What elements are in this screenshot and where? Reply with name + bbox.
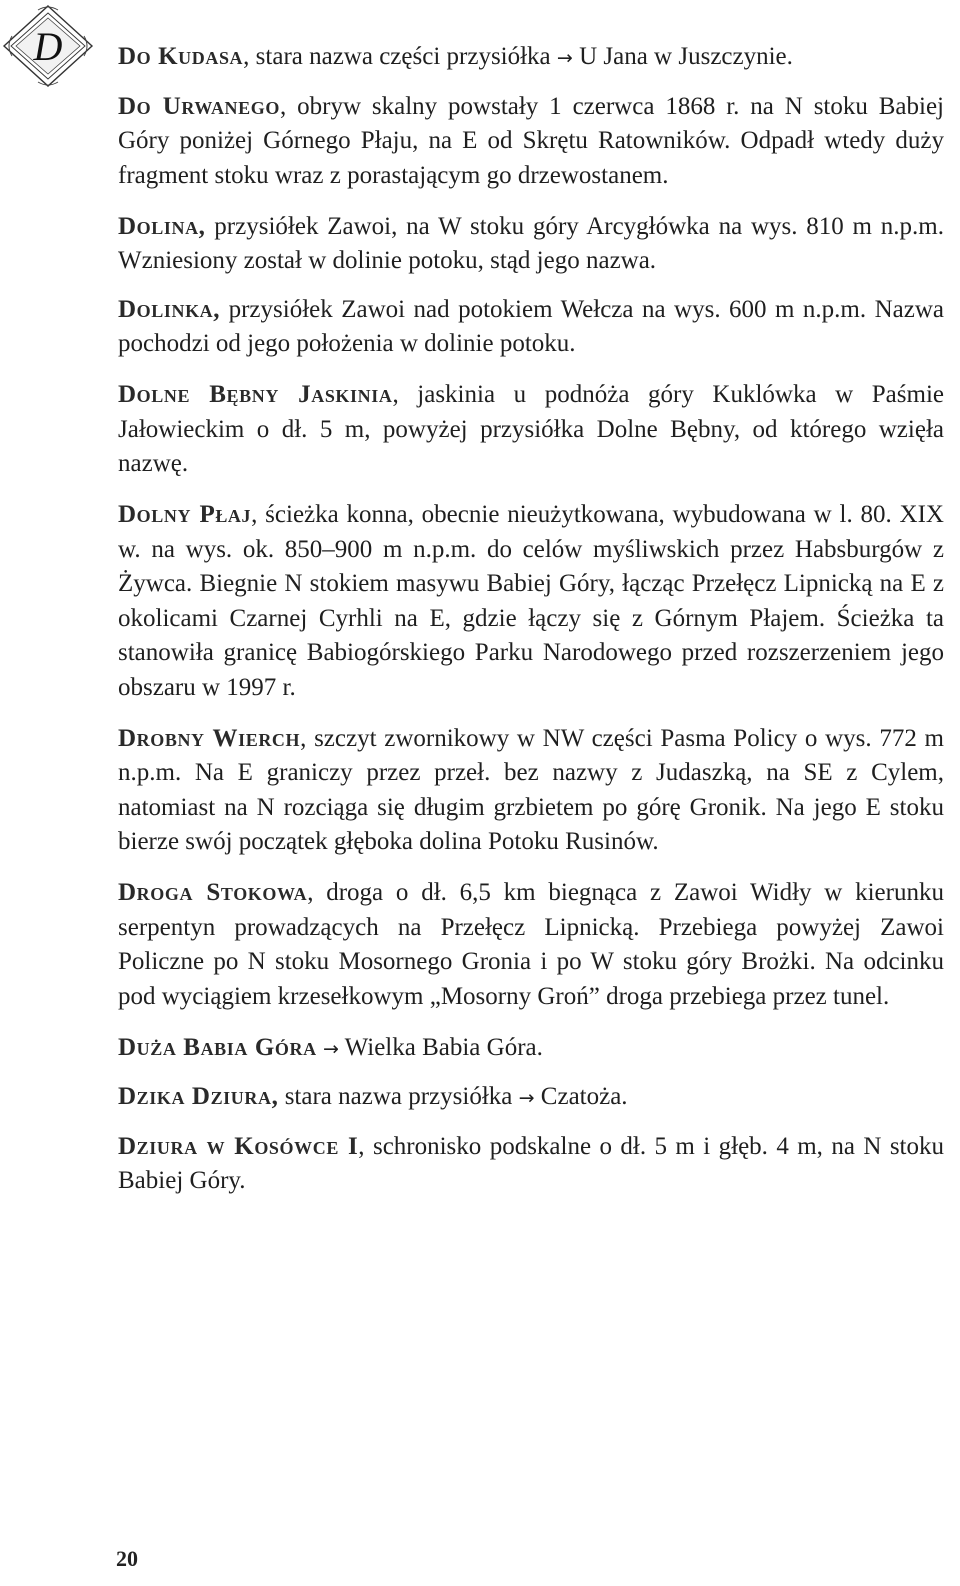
- entry-duza-babia-gora: [118, 1031, 944, 1067]
- entry-term: Dolina,: [118, 212, 206, 240]
- entry-term: Dolinka,: [118, 295, 221, 323]
- chapter-letter: D: [33, 24, 63, 69]
- entry-text-cont: U Jana w Juszczynie.: [572, 43, 793, 70]
- entry-text: , ścieżka konna, obecnie nieużytkowana, wybudowana w l. 80. XIX w. na wys. ok. 850–900 m n.p.m. do celów myśliwskich przez Habsburgów z Żywca. Biegnie N stokiem masywu Babiej Góry, łącząc Przełęcz Lipnicką na E z okolicami Czarnej Cyrhli na E, gdzie łączy się z Górnym Płajem. Ścieżka ta stanowiła granicę Babiogórskiego Parku Narodowego przed rozszerzeniem jego obszaru w 1997 r.: [118, 501, 944, 701]
- entry-text: przysiółek Zawoi, na W stoku góry Arcygłówka na wys. 810 m n.p.m. Wzniesiony został w dolinie potoku, stąd jego nazwa.: [118, 212, 944, 274]
- ornament-diamond-icon: [2, 4, 94, 88]
- entry-dolny-plaj: [118, 498, 944, 705]
- entry-text: , szczyt zwornikowy w NW części Pasma Policy o wys. 772 m n.p.m. Na E graniczy przez przeł. bez nazwy z Judaszką, na SE z Cylem, natomiast na N rozciąga się długim grzbietem po górę Gronik. Na jego E stoku bierze swój początek głęboka dolina Potoku Rusinów.: [118, 724, 944, 855]
- arrow-right-icon: →: [556, 47, 573, 69]
- entry-dzika-dziura: [118, 1080, 944, 1116]
- entry-text: , stara nazwa części przysiółka: [243, 43, 557, 70]
- arrow-right-icon: →: [322, 1037, 339, 1060]
- entry-text: , schronisko podskalne o dł. 5 m i głęb. 4 m, na N stoku Babiej Góry.: [118, 1132, 944, 1194]
- entry-dolinka: [118, 293, 944, 362]
- entry-text: , obryw skalny powstały 1 czerwca 1868 r. na N stoku Babiej Góry poniżej Górnego Płaju, na E od Skrętu Ratowników. Odpadł wtedy duży fragment stoku wraz z porastającym go drzewostanem.: [118, 92, 945, 189]
- entry-term: Dolne Bębny Jaskinia: [118, 381, 393, 408]
- entry-term: Drobny Wierch: [118, 724, 301, 752]
- entry-term: Dziura w Kosówce I: [118, 1132, 359, 1160]
- entry-term: Dolny Płaj: [118, 501, 252, 528]
- entry-text: , droga o dł. 6,5 km biegnąca z Zawoi Widły w kierunku serpentyn prowadzących na Przełęcz Lipnicką. Przebiega powyżej Zawoi Policzne po N stoku Mosornego Gronia i po W stoku góry Brożki. Na odcinku pod wyciągiem krzesełkowym „Mosorny Groń” droga przebiega przez tunel.: [118, 879, 944, 1010]
- entry-text-cont: Czatoża.: [534, 1083, 628, 1110]
- entry-dolne-bebny-jaskinia: [118, 378, 944, 482]
- entry-term: Duża Babia Góra: [118, 1033, 317, 1061]
- entry-term: Do Kudasa: [118, 43, 244, 70]
- arrow-right-icon: →: [518, 1087, 535, 1109]
- entry-drobny-wierch: [118, 722, 944, 860]
- entry-term: Do Urwanego: [118, 92, 280, 120]
- entry-term: Dzika Dziura,: [118, 1083, 279, 1110]
- entry-text: , jaskinia u podnóża góry Kuklówka w Paśmie Jałowieckim o dł. 5 m, powyżej przysiółka Dolne Bębny, od którego wzięła nazwę.: [118, 381, 944, 477]
- entry-dolina: [118, 210, 944, 279]
- entry-droga-stokowa: [118, 876, 944, 1014]
- entry-text: przysiółek Zawoi nad potokiem Wełcza na wys. 600 m n.p.m. Nazwa pochodzi od jego położenia w dolinie potoku.: [118, 295, 944, 357]
- entry-do-kudasa: [118, 40, 944, 76]
- entry-do-urwanego: [118, 90, 944, 194]
- chapter-letter-badge: [2, 4, 94, 88]
- entry-text-cont: Wielka Babia Góra.: [338, 1033, 543, 1061]
- dictionary-entries: [118, 40, 944, 1215]
- entry-text: stara nazwa przysiółka: [278, 1083, 519, 1110]
- entry-dziura-w-kosowce: [118, 1130, 944, 1199]
- page-number: 20: [116, 1546, 138, 1571]
- entry-term: Droga Stokowa: [118, 879, 308, 906]
